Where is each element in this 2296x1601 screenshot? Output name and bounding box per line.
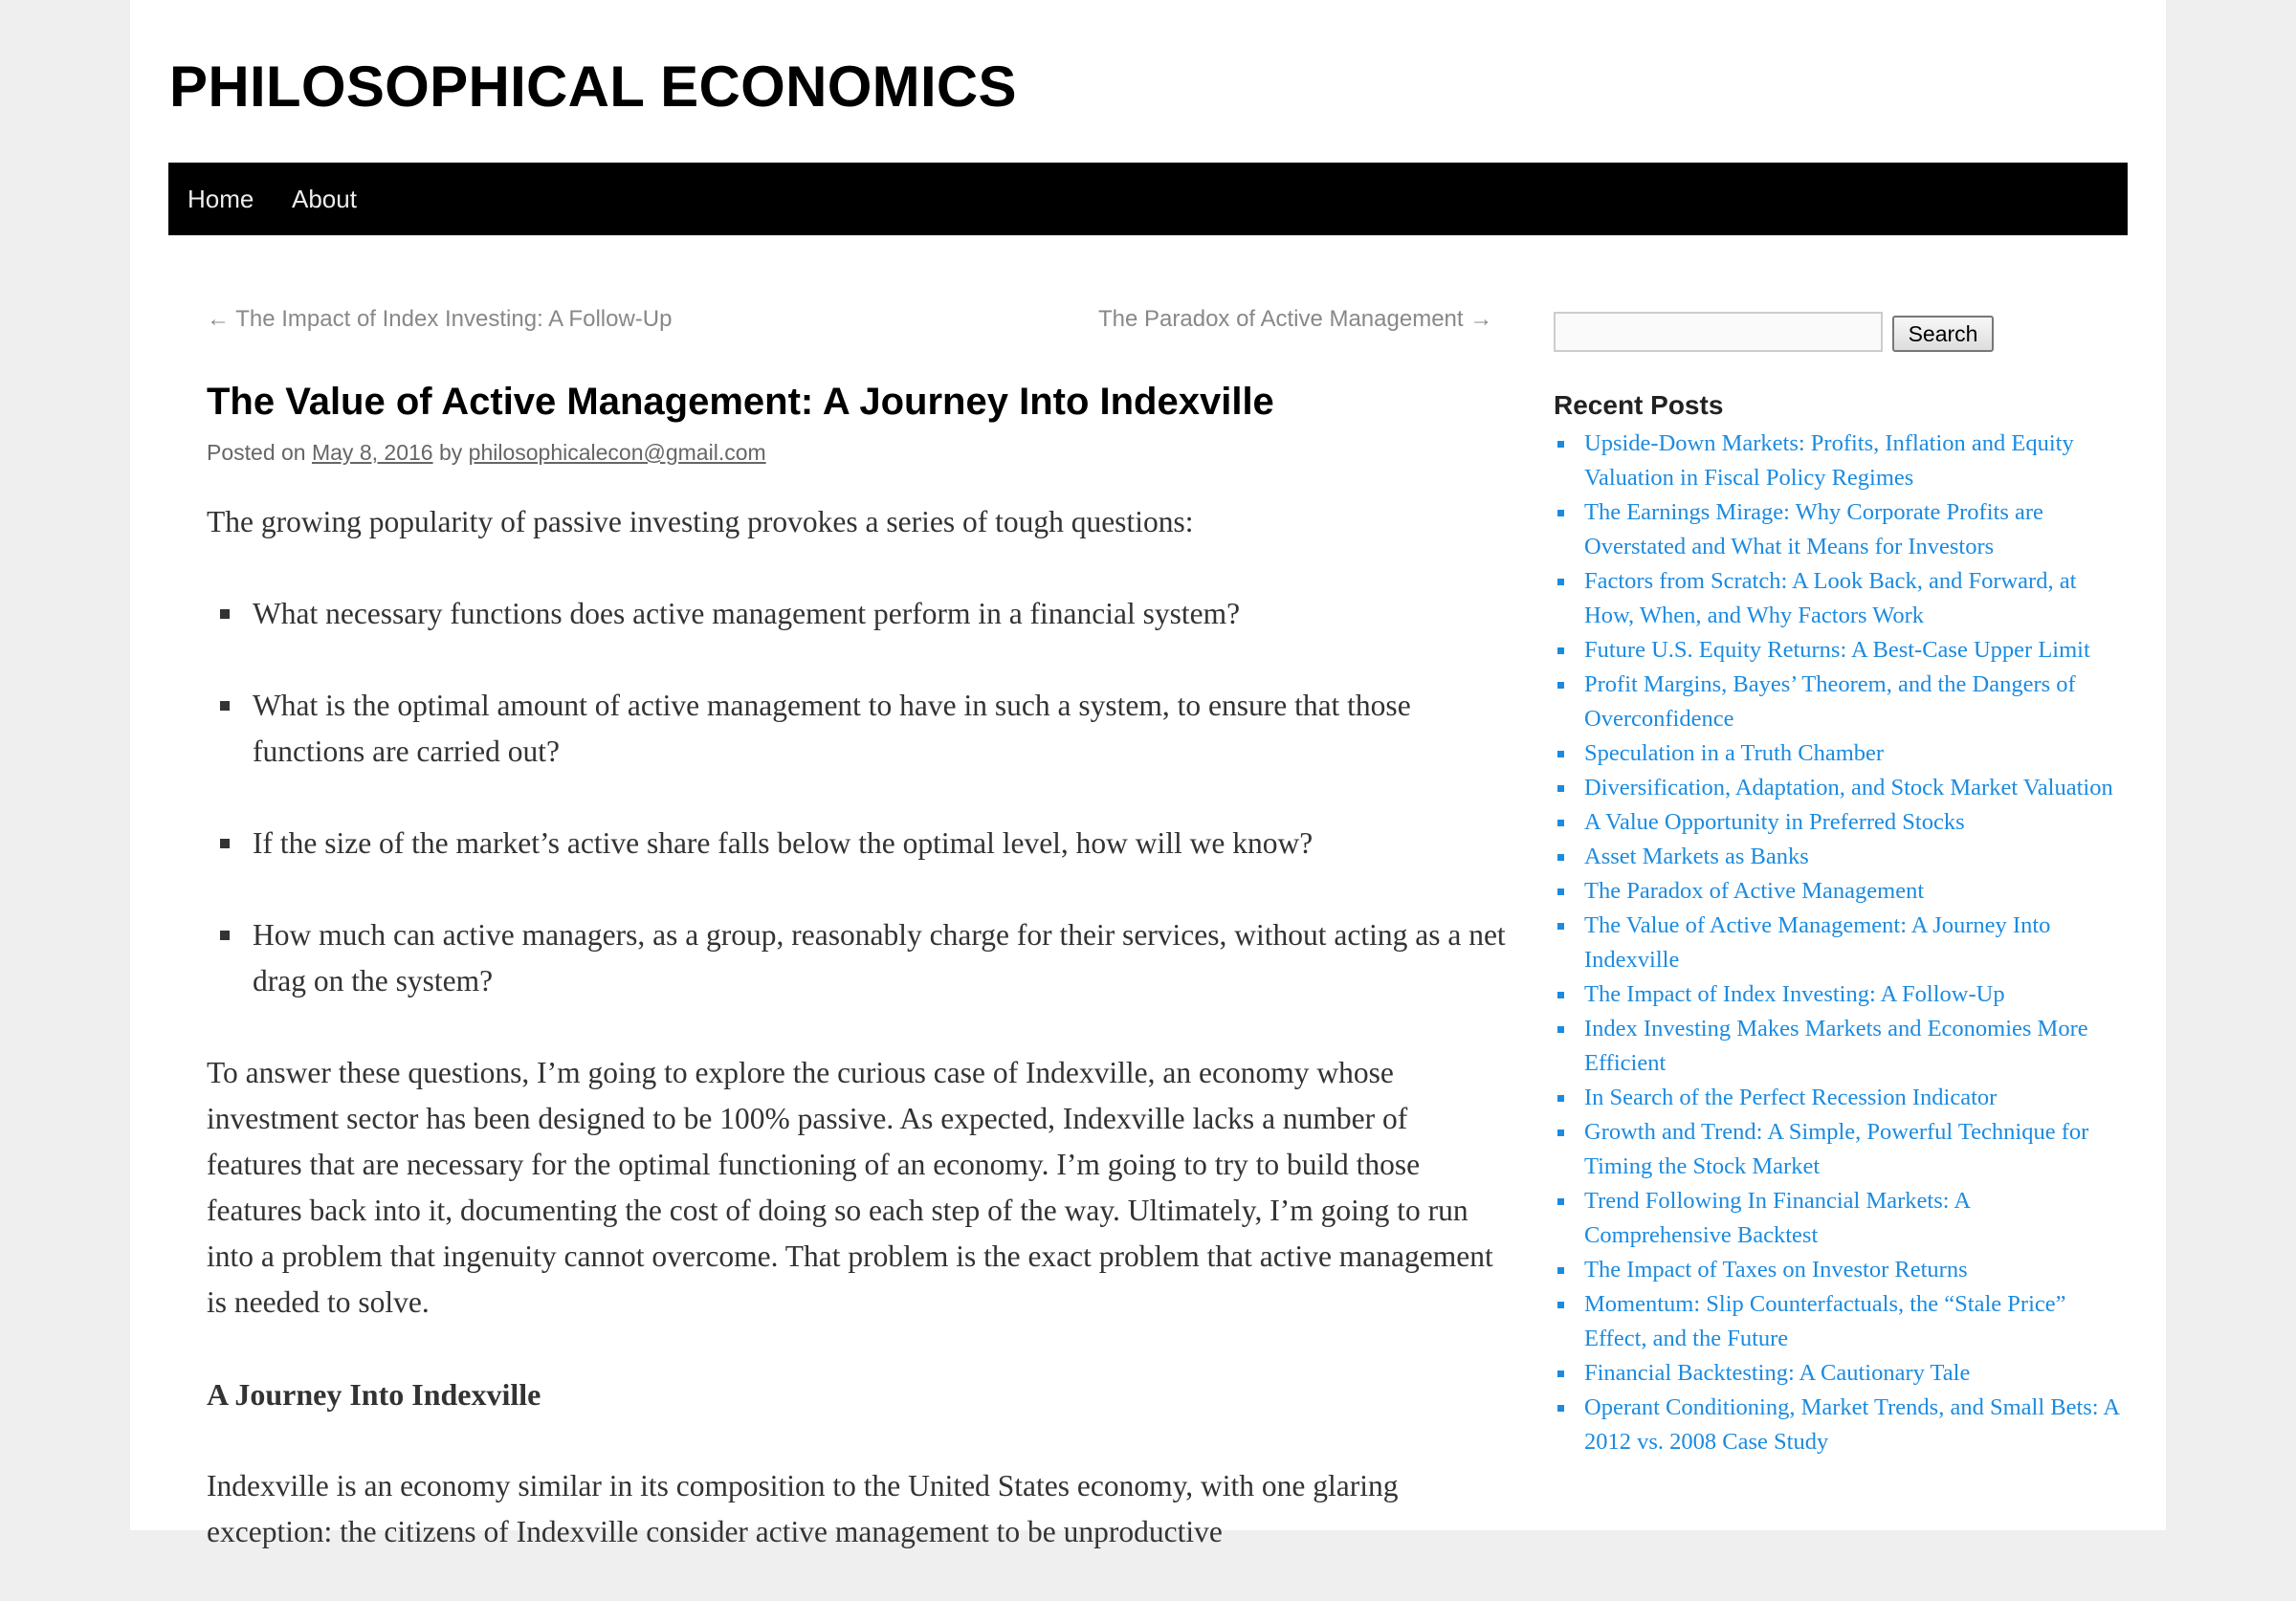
list-item (1584, 736, 2120, 771)
bullet-marker (1557, 888, 1564, 895)
recent-post-link[interactable]: Momentum: Slip Counterfactuals, the “Stale Price” Effect, and the Future (1584, 1291, 2066, 1351)
recent-post-link[interactable]: Future U.S. Equity Returns: A Best-Case Upper Limit (1584, 637, 2090, 663)
bullet-marker (220, 839, 230, 848)
recent-post-link[interactable]: Financial Backtesting: A Cautionary Tale (1584, 1360, 1971, 1386)
recent-posts-title: Recent Posts (1554, 390, 1724, 420)
bullet-marker (1557, 1405, 1564, 1412)
questions-list (207, 591, 1508, 1004)
recent-post-link[interactable]: Upside-Down Markets: Profits, Inflation and Equity Valuation in Fiscal Policy Regimes (1584, 430, 2074, 491)
list-item (1584, 427, 2120, 495)
list-item (1584, 633, 2120, 668)
list-item (1584, 840, 2120, 874)
recent-post-link[interactable]: The Impact of Taxes on Investor Returns (1584, 1257, 1968, 1283)
list-item (1584, 495, 2120, 564)
next-post-link[interactable]: The Paradox of Active Management → (1098, 306, 1493, 332)
bullet-marker (1557, 1129, 1564, 1136)
question-text: If the size of the market’s active share falls below the optimal level, how will we know? (253, 826, 1314, 860)
bullet-marker (1557, 751, 1564, 757)
recent-post-link[interactable]: Index Investing Makes Markets and Economies More Efficient (1584, 1016, 2088, 1076)
recent-post-link[interactable]: Diversification, Adaptation, and Stock Market Valuation (1584, 775, 2113, 800)
question-item (253, 912, 1508, 1004)
bullet-marker (1557, 441, 1564, 448)
post-author-link[interactable]: philosophicalecon@gmail.com (468, 440, 766, 465)
nav-home-link[interactable]: Home (188, 185, 254, 213)
bullet-marker (1557, 647, 1564, 654)
post-title: The Value of Active Management: A Journey Into Indexville (207, 381, 1274, 423)
recent-post-link[interactable]: Asset Markets as Banks (1584, 844, 1809, 869)
post-date-link[interactable]: May 8, 2016 (311, 440, 433, 465)
bullet-marker (1557, 1026, 1564, 1033)
nav-about-link[interactable]: About (292, 185, 357, 213)
list-item (1584, 1253, 2120, 1287)
search-button[interactable]: Search (1892, 316, 1994, 352)
search-input[interactable] (1554, 312, 1883, 352)
bullet-marker (220, 701, 230, 711)
body-paragraph: Indexville is an economy similar in its composition to the United States economy, with one glaring exception: the citizens of Indexville consider active management to be unproductive (207, 1469, 1399, 1548)
list-item (1584, 805, 2120, 840)
question-item (253, 591, 1508, 637)
meta-posted-on-label: Posted on (207, 440, 306, 465)
bullet-marker (220, 609, 230, 619)
recent-posts-list (1554, 427, 2120, 1459)
bullet-marker (1557, 785, 1564, 792)
list-item (1584, 977, 2120, 1012)
question-text: What necessary functions does active management perform in a financial system? (253, 597, 1241, 630)
post-meta (207, 440, 766, 466)
recent-post-link[interactable]: Speculation in a Truth Chamber (1584, 740, 1885, 766)
bullet-marker (1557, 682, 1564, 689)
page-container (130, 0, 2166, 1548)
bullet-marker (1557, 820, 1564, 826)
bullet-marker (1557, 1302, 1564, 1308)
list-item (1584, 1184, 2120, 1253)
recent-post-link[interactable]: Profit Margins, Bayes’ Theorem, and the Dangers of Overconfidence (1584, 671, 2076, 732)
bullet-marker (1557, 510, 1564, 516)
list-item (1584, 668, 2120, 736)
recent-post-link[interactable]: The Earnings Mirage: Why Corporate Profits are Overstated and What it Means for Investors (1584, 499, 2043, 559)
question-item (253, 821, 1508, 866)
post-body (207, 499, 1508, 1601)
question-item (253, 683, 1508, 775)
list-item (1584, 1012, 2120, 1081)
body-paragraph: To answer these questions, I’m going to explore the curious case of Indexville, an economy whose investment sector has been designed to be 100% passive. As expected, Indexville lacks a number of features that are necessary for the optimal functioning of an economy. I’m going to try to build those features back into it, documenting the cost of doing so each step of the way. Ultimately, I’m going to run into a problem that ingenuity cannot overcome. That problem is the exact problem that active management is needed to solve. (207, 1056, 1493, 1319)
recent-post-link[interactable]: In Search of the Perfect Recession Indicator (1584, 1085, 1998, 1110)
list-item (1584, 1287, 2120, 1356)
list-item (1584, 564, 2120, 633)
bullet-marker (1557, 1371, 1564, 1377)
list-item (1584, 771, 2120, 805)
previous-post-link[interactable]: ← The Impact of Index Investing: A Follow-Up (207, 306, 673, 332)
recent-post-link[interactable]: Trend Following In Financial Markets: A Comprehensive Backtest (1584, 1188, 1970, 1248)
meta-by-label: by (438, 440, 463, 465)
bullet-marker (1557, 923, 1564, 930)
bullet-marker (1557, 1095, 1564, 1102)
bullet-marker (1557, 992, 1564, 998)
section-heading: A Journey Into Indexville (207, 1377, 541, 1412)
recent-post-link[interactable]: Factors from Scratch: A Look Back, and Forward, at How, When, and Why Factors Work (1584, 568, 2077, 628)
list-item (1584, 1081, 2120, 1115)
bullet-marker (1557, 1267, 1564, 1274)
recent-post-link[interactable]: The Impact of Index Investing: A Follow-Up (1584, 981, 2005, 1007)
recent-post-link[interactable]: Growth and Trend: A Simple, Powerful Technique for Timing the Stock Market (1584, 1119, 2089, 1179)
question-text: What is the optimal amount of active management to have in such a system, to ensure that those functions are carried out? (253, 689, 1411, 768)
list-item (1584, 1115, 2120, 1184)
list-item (1584, 874, 2120, 909)
recent-post-link[interactable]: The Value of Active Management: A Journey Into Indexville (1584, 912, 2051, 973)
list-item (1584, 909, 2120, 977)
list-item (1584, 1391, 2120, 1459)
site-title[interactable]: PHILOSOPHICAL ECONOMICS (169, 55, 1017, 119)
question-text: How much can active managers, as a group, reasonably charge for their services, without acting as a net drag on the system? (253, 918, 1506, 998)
recent-post-link[interactable]: The Paradox of Active Management (1584, 878, 1925, 904)
intro-paragraph: The growing popularity of passive investing provokes a series of tough questions: (207, 505, 1194, 538)
bullet-marker (1557, 854, 1564, 861)
recent-post-link[interactable]: Operant Conditioning, Market Trends, and Small Bets: A 2012 vs. 2008 Case Study (1584, 1394, 2119, 1455)
bullet-marker (1557, 1198, 1564, 1205)
list-item (1584, 1356, 2120, 1391)
main-navigation (168, 163, 2128, 235)
recent-post-link[interactable]: A Value Opportunity in Preferred Stocks (1584, 809, 1965, 835)
bullet-marker (1557, 579, 1564, 585)
bullet-marker (220, 931, 230, 940)
